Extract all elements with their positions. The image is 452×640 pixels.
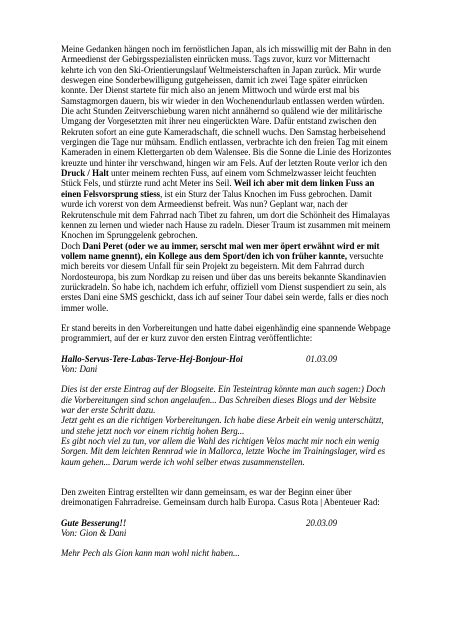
blog-entry-body: Dies ist der erste Eintrag auf der Blogseite. Ein Testeintrag könnte man auch sagen:) Doch die Vorbereitungen sind schon angelaufen... Das Schreiben dieses Blogs und der Website war der erste Schritt dazu.	[61, 384, 386, 415]
spacer	[61, 538, 392, 548]
bold-phrase: Dani Peret (oder we au immer, serscht mal wen mer öpert erwähnt wird er mit vollem name gnennt), ein Kollege aus dem Sport/den ich von früher kannte,	[61, 240, 380, 261]
paragraph-military-accident	[61, 44, 392, 241]
paragraph-text: Meine Gedanken hängen noch im fernöstlichen Japan, als ich misswillig mit der Bahn in den Armeedienst der Gebirgsspezialisten einrücken muss. Tags zuvor, kurz vor Mitternacht kehrte ich von den Ski-Orientierungslauf Weltmeisterschaften in Japan zurück. Mir wurde deswegen eine Sonderbewilligung gutgeheissen, damit ich zwei Tage später einrücken konnte. Der Dienst startete für mich also an jenem Mittwoch und würde erst mal bis Samstagmorgen dauern, bis wir wieder in den Wochenendurlaub entlassen werden würden. Die acht Stunden Zeitverschiebung waren nicht annähernd so quälend wie der militärische Umgang der Vorgesetzten mit ihrer neu eingerückten Ware. Dafür entstand zwischen den Rekruten sofort an eine gute Kameradschaft, die schnell wuchs. Den Samstag herbeisehend vergingen die Tage nur mühsam. Endlich entlassen, verbrachte ich den freien Tag mit einem Kameraden in einem Klettergarten ob dem Walensee. Bis die Sonne die Linie des Horizontes kreuzte und hinter ihr verschwand, hingen wir am Fels. Auf der letzten Route verlor ich den	[61, 44, 392, 168]
blog-entry-title: Hallo-Servus-Tere-Labas-Terve-Hej-Bonjour-Hoi	[61, 353, 243, 364]
blog-entry-title-row	[61, 518, 392, 528]
paragraph-dani-project	[61, 241, 392, 313]
bold-phrase: Weil ich aber mit dem linken Fuss an einen Felsvorsprung stiess	[61, 178, 375, 199]
spacer	[61, 313, 392, 323]
blog-entry-date: 01.03.09	[305, 353, 337, 364]
bold-phrase: Druck / Halt	[61, 168, 109, 179]
paragraph-webpage: Er stand bereits in den Vorbereitungen und hatte dabei eigenhändig eine spannende Webpage programmiert, auf der er kurz zuvor den ersten Eintrag veröffentlichte:	[61, 322, 391, 344]
spacer	[61, 374, 392, 384]
spacer	[61, 508, 392, 518]
blog-entry-title-row	[61, 354, 392, 364]
blog-entry-title: Gute Besserung!!	[61, 517, 127, 528]
spacer	[61, 467, 392, 487]
paragraph-text: versuchte mich bereits vor diesem Unfall für sein Projekt zu begeistern. Mit dem Fahrrad durch Nordosteuropa, bis zum Nordkap zu reisen und über das uns bereits bekannte Skandinavien zurückradeln. So habe ich, nachdem ich erfuhr, offiziell vom Dienst suspendiert zu sein, als erstes Dani eine SMS geschickt, dass ich auf seiner Tour dabei sein werde, falls er dies noch immer wolle.	[61, 250, 389, 313]
blog-entry-author: Von: Gion & Dani	[61, 528, 127, 539]
paragraph-text: , ist ein Sturz der Talus Knochen im Fuss gebrochen. Damit wurde ich vorerst von dem Armeedienst befreit. Was nun? Geplant war, nach der Rekrutenschule mit dem Fahrrad nach Tibet zu fahren, um dort die Schönheit des Himalayas kennen zu lernen und wieder nach Hause zu radeln. Dieser Traum ist zusammen mit meinem Knochen im Sprunggelenk gebrochen.	[61, 188, 391, 241]
paragraph-text: Doch	[61, 240, 83, 251]
blog-entry-body: Es gibt noch viel zu tun, vor allem die Wahl des richtigen Velos macht mir noch ein wenig Sorgen. Mit dem leichten Rennrad wie in Mallorca, letzte Woche im Trainingslager, wird es kaum gehen... Darum werde ich wohl selber etwas zusammenstellen.	[61, 436, 386, 467]
blog-entry-body: Jetzt geht es an die richtigen Vorbereitungen. Ich habe diese Arbeit ein wenig unterschätzt, und stehe jetzt noch vor einem richtig hohen Berg...	[61, 415, 384, 436]
blog-entry-body: Mehr Pech als Gion kann man wohl nicht haben...	[61, 548, 240, 559]
blog-entry-author: Von: Dani	[61, 363, 98, 374]
paragraph-second-entry: Den zweiten Eintrag erstellten wir dann gemeinsam, es war der Beginn einer über dreimonatigen Fahrradreise. Gemeinsam durch halb Europa. Casus Rota | Abenteuer Rad:	[61, 487, 380, 508]
paragraph-text: unter meinem rechten Fuss, auf einem vom Schmelzwasser leicht feuchten Stück Fels, und stürzte rund acht Meter ins Seil.	[61, 168, 377, 189]
blog-entry-date: 20.03.09	[305, 517, 337, 528]
spacer	[61, 344, 392, 354]
